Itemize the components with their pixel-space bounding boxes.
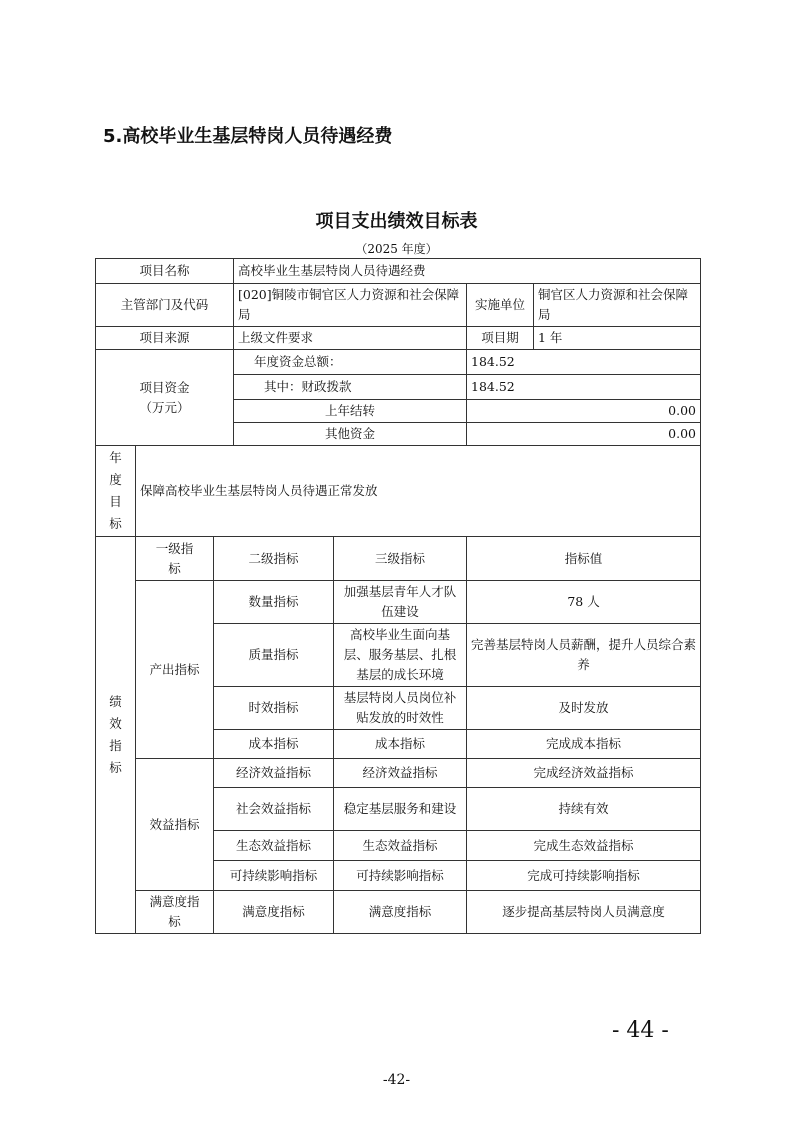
indicator-value: 完成成本指标: [467, 730, 701, 759]
header-level3: 三级指标: [334, 537, 467, 581]
indicator-value: 完成经济效益指标: [467, 759, 701, 788]
indicator-value: 78 人: [467, 581, 701, 624]
funds-row-label: 年度资金总额：: [234, 350, 467, 375]
table-row: [96, 891, 701, 934]
page-number: - 44 -: [612, 1018, 669, 1043]
table-row: [96, 259, 701, 284]
table-row: [96, 350, 701, 375]
indicator-value: 完成可持续影响指标: [467, 861, 701, 891]
footer-page-number: -42-: [382, 1072, 411, 1088]
level2-indicator: 时效指标: [214, 687, 334, 730]
period-label: 项目期: [467, 327, 534, 350]
header-value: 指标值: [467, 537, 701, 581]
table-header-row: [96, 537, 701, 581]
funds-row-label: 上年结转: [234, 400, 467, 423]
project-name-label: 项目名称: [96, 259, 234, 284]
funds-label-text: 项目资金: [139, 379, 190, 395]
level2-indicator: 生态效益指标: [214, 831, 334, 861]
level2-indicator: 经济效益指标: [214, 759, 334, 788]
level3-indicator: 经济效益指标: [334, 759, 467, 788]
funds-row-value: 184.52: [467, 375, 701, 400]
level3-indicator: 可持续影响指标: [334, 861, 467, 891]
table-row: [96, 327, 701, 350]
year-label: （2025 年度）: [355, 242, 438, 256]
level1-indicator: 产出指标: [136, 581, 214, 759]
goal-label-text: 年度目标: [109, 450, 122, 531]
funds-row-value: 0.00: [467, 400, 701, 423]
funds-row-label: 其中：财政拨款: [234, 375, 467, 400]
level3-indicator: 稳定基层服务和建设: [334, 788, 467, 831]
perf-label: [96, 537, 136, 934]
level1-indicator: 满意度指标: [136, 891, 214, 934]
performance-target-table: [95, 258, 701, 934]
indicator-value: 持续有效: [467, 788, 701, 831]
funds-label: [96, 350, 234, 446]
funds-unit: （万元）: [139, 399, 190, 415]
impl-label: 实施单位: [467, 284, 534, 327]
table-row: [96, 446, 701, 537]
table-title: 项目支出绩效目标表: [315, 211, 478, 232]
source-value: 上级文件要求: [234, 327, 467, 350]
level1-indicator: 效益指标: [136, 759, 214, 891]
project-name: 高校毕业生基层特岗人员待遇经费: [234, 259, 701, 284]
level3-indicator: 成本指标: [334, 730, 467, 759]
funds-row-label: 其他资金: [234, 423, 467, 446]
section-heading: 5.高校毕业生基层特岗人员待遇经费: [103, 126, 393, 147]
header-level1: 一级指标: [136, 537, 214, 581]
impl-value: 铜官区人力资源和社会保障局: [534, 284, 701, 327]
level3-indicator: 加强基层青年人才队伍建设: [334, 581, 467, 624]
funds-row-value: 0.00: [467, 423, 701, 446]
table-row: [96, 581, 701, 624]
table-row: [96, 759, 701, 788]
goal-label: [96, 446, 136, 537]
level2-indicator: 数量指标: [214, 581, 334, 624]
indicator-value: 逐步提高基层特岗人员满意度: [467, 891, 701, 934]
level2-indicator: 满意度指标: [214, 891, 334, 934]
level3-indicator: 基层特岗人员岗位补贴发放的时效性: [334, 687, 467, 730]
level3-indicator: 满意度指标: [334, 891, 467, 934]
perf-label-text: 绩效指标: [109, 694, 122, 775]
indicator-value: 完善基层特岗人员薪酬，提升人员综合素养: [467, 624, 701, 687]
level3-indicator: 生态效益指标: [334, 831, 467, 861]
funds-row-value: 184.52: [467, 350, 701, 375]
level2-indicator: 成本指标: [214, 730, 334, 759]
indicator-value: 完成生态效益指标: [467, 831, 701, 861]
dept-label: 主管部门及代码: [96, 284, 234, 327]
indicator-value: 及时发放: [467, 687, 701, 730]
level2-indicator: 质量指标: [214, 624, 334, 687]
dept-value: [020]铜陵市铜官区人力资源和社会保障局: [234, 284, 467, 327]
table-row: [96, 284, 701, 327]
level2-indicator: 社会效益指标: [214, 788, 334, 831]
level3-indicator: 高校毕业生面向基层、服务基层、扎根基层的成长环境: [334, 624, 467, 687]
header-level2: 二级指标: [214, 537, 334, 581]
period-value: 1 年: [534, 327, 701, 350]
source-label: 项目来源: [96, 327, 234, 350]
level2-indicator: 可持续影响指标: [214, 861, 334, 891]
goal-value: 保障高校毕业生基层特岗人员待遇正常发放: [136, 446, 701, 537]
